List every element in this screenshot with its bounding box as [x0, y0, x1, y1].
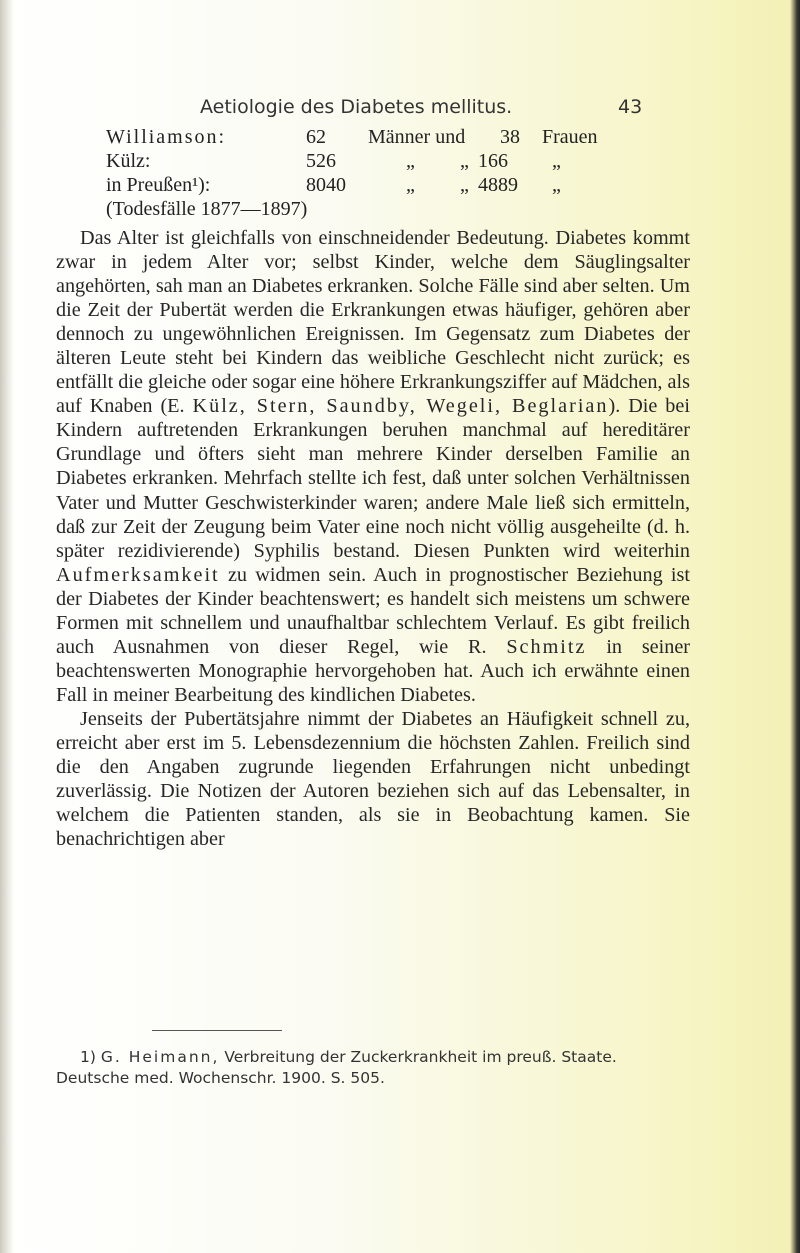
footnote-divider — [152, 1030, 282, 1031]
stats-note: (Todesfälle 1877—1897) — [106, 198, 308, 220]
stats-ditto: „ — [552, 150, 561, 172]
cited-author: Schmitz — [506, 635, 587, 658]
paragraph-text: in seiner beachtenswerten Monographie hervorgehoben hat. Auch ich erwähnte einen Fall in meiner Bearbeitung des kindlichen Diabetes. — [56, 635, 691, 706]
stats-ditto: „ — [406, 174, 415, 196]
paragraph-text: ). Die bei Kindern auftretenden Erkrankungen beruhen manchmal auf hereditärer Grundlage und öfters sieht man mehrere Kinder derselben Familie an Diabetes erkranken. Mehrfach stellte ich fest, daß unter solchen Verhältnissen Vater und Mutter Geschwisterkinder waren; andere Male ließ sich ermitteln, daß zur Zeit der Zeugung beim Vater eine noch nicht völlig ausgeheilte (d. h. später rezidivierende) Syphilis bestand. Diesen Punkten wird weiterhin — [56, 395, 690, 562]
stats-men-count: 62 — [306, 126, 326, 148]
stats-ditto: „ — [552, 174, 561, 196]
stats-men-label: Männer und — [368, 126, 466, 148]
stats-ditto: „ — [460, 174, 469, 196]
stats-row — [106, 125, 686, 149]
footnote-line: Deutsche med. Wochenschr. 1900. S. 505. — [56, 1069, 385, 1087]
paragraph: Jenseits der Pubertätsjahre nimmt der Diabetes an Häufigkeit schnell zu, erreicht aber erst im 5. Lebensdezennium die höchsten Zahlen. Freilich sind die den Angaben zugrunde liegenden Erfahrungen nicht unbedingt zuverlässig. Die Notizen der Autoren beziehen sich auf das Lebensalter, in welchem die Patienten standen, als sie in Beobachtung kamen. Sie benachrichtigen aber — [56, 707, 690, 851]
paragraph-text: Das Alter ist gleichfalls von einschneidender Bedeutung. Diabetes kommt zwar in jedem Alter vor; selbst Kinder, welche dem Säuglingsalter angehörten, sah man an Diabetes erkranken. Solche Fälle sind aber selten. Um die Zeit der Pubertät werden die Erkrankungen etwas häufiger, gehören aber dennoch zu ungewöhnlichen Ereignissen. Im Gegensatz zum Diabetes der älteren Leute steht bei Kindern das weibliche Geschlecht nicht zurück; es entfällt die gleiche oder sogar eine höhere Erkrankungsziffer auf Mädchen, als auf Knaben (E. — [56, 227, 690, 418]
main-text — [56, 226, 690, 851]
stats-women-count: 38 — [500, 126, 520, 148]
stats-men-count: 8040 — [306, 174, 346, 196]
cited-authors: Külz, Stern, Saundby, Wegeli, Beglarian — [192, 395, 609, 418]
paragraph — [56, 226, 690, 707]
footnote — [56, 1047, 696, 1089]
page-number: 43 — [618, 96, 643, 118]
statistics-table — [106, 125, 686, 221]
stats-women-count: 4889 — [478, 174, 518, 196]
paragraph-text: zu widmen sein. Auch in prognostischer Beziehung ist der Diabetes der Kinder beachtenswert; es handelt sich meistens um schwere Formen mit schnellem und unaufhaltbar schlechtem Verlauf. Es gibt freilich auch Ausnahmen von dieser Regel, wie R. — [56, 563, 691, 658]
stats-row — [106, 173, 686, 197]
stats-women-label: Frauen — [542, 126, 598, 148]
stats-source: in Preußen¹): — [106, 174, 211, 196]
footnote-line — [56, 1047, 696, 1068]
stats-men-count: 526 — [306, 150, 336, 172]
stats-ditto: „ — [406, 150, 415, 172]
page-left-edge — [0, 0, 14, 1253]
running-title: Aetiologie des Diabetes mellitus. — [200, 96, 513, 118]
page-right-edge — [790, 0, 800, 1253]
stats-women-count: 166 — [478, 150, 508, 172]
footnote-author: G. Heimann, — [100, 1048, 220, 1066]
footnote-text: Verbreitung der Zuckerkrankheit im preuß. Staate. — [224, 1048, 617, 1066]
stats-ditto: „ — [460, 150, 469, 172]
emphasized-word: Aufmerksamkeit — [56, 563, 220, 586]
stats-source: Williamson: — [106, 126, 227, 148]
stats-row — [106, 149, 686, 173]
stats-source: Külz: — [106, 150, 151, 172]
footnote-marker: 1) — [80, 1048, 96, 1066]
